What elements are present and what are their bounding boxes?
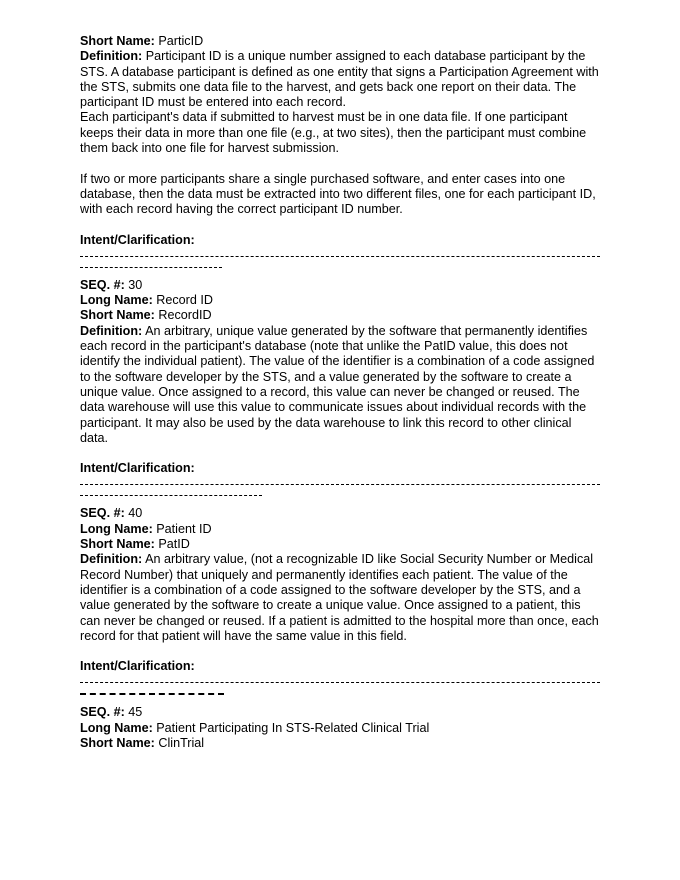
definition-paragraph-2: Each participant's data if submitted to harvest must be in one data file. If one participant keeps their data in more than one file (e.g., at two sites), then the participant must combine them back into one file for harvest submission.: [80, 110, 587, 156]
field-block-clintrial: [80, 705, 600, 751]
long-name-label: Long Name:: [80, 521, 153, 536]
document-page: [80, 34, 600, 751]
short-name-label: Short Name:: [80, 735, 155, 750]
dashed-separator-tail: [80, 693, 224, 695]
short-name-value: RecordID: [158, 308, 212, 323]
definition-row: [80, 324, 600, 446]
short-name-label: Short Name:: [80, 308, 155, 323]
seq-row: [80, 278, 600, 293]
definition-row: [80, 552, 600, 644]
field-block-particid: [80, 34, 600, 268]
definition-label: Definition:: [80, 323, 143, 338]
short-name-value: ParticID: [158, 34, 204, 48]
long-name-label: Long Name:: [80, 720, 153, 735]
short-name-row: [80, 736, 600, 751]
definition-label: Definition:: [80, 49, 143, 64]
long-name-row: [80, 721, 600, 736]
seq-label: SEQ. #:: [80, 277, 125, 292]
definition-text: An arbitrary, unique value generated by the software that permanently identifies each record in the participant's database (note that unlike the PatID value, this does not identify the individual patient). The value of the identifier is a combination of a code assigned to the software developer by the STS, and a value generated by the software to create a unique value. Once assigned to a record, this value can never be changed or reused. The data warehouse will use this value to communicate issues about individual records with the participant. It may also be used by the data warehouse to link this record to other clinical data.: [80, 323, 595, 445]
seq-value: 30: [128, 277, 143, 292]
short-name-row: [80, 537, 600, 552]
dashed-separator-tail: [80, 495, 262, 496]
seq-label: SEQ. #:: [80, 705, 125, 720]
long-name-row: [80, 293, 600, 308]
definition-text: Participant ID is a unique number assigned to each database participant by the STS. A database participant is defined as one entity that signs a Participation Agreement with the STS, submits one data file to the harvest, and gets back one report on their data. The participant ID must be entered into each record.: [80, 49, 599, 110]
seq-row: [80, 506, 600, 521]
intent-clarification-label: Intent/Clarification:: [80, 659, 195, 674]
short-name-label: Short Name:: [80, 34, 155, 48]
short-name-row: [80, 34, 600, 49]
long-name-value: Patient ID: [156, 521, 212, 536]
long-name-row: [80, 522, 600, 537]
dashed-separator-tail: [80, 267, 222, 268]
field-block-recordid: [80, 278, 600, 497]
dashed-separator: [80, 256, 600, 261]
seq-row: [80, 705, 600, 720]
dashed-separator: [80, 484, 600, 489]
definition-text: An arbitrary value, (not a recognizable ID like Social Security Number or Medical Record Number) that uniquely and permanently identifies each patient. The value of the identifier is a combination of a code assigned to the software developer by the STS, and a value generated by the software to create a unique value. Once assigned to a patient, this can never be changed or reused. If a patient is admitted to the hospital more than once, each record for that patient will have the same value in this field.: [80, 552, 599, 643]
field-block-patid: [80, 506, 600, 695]
short-name-label: Short Name:: [80, 537, 155, 552]
seq-value: 45: [128, 705, 143, 720]
seq-value: 40: [128, 506, 143, 521]
definition-paragraph-3: If two or more participants share a single purchased software, and enter cases into one database, then the data must be extracted into two different files, one for each participant ID, with each record having the correct participant ID number.: [80, 171, 596, 217]
short-name-value: ClinTrial: [158, 735, 205, 750]
short-name-row: [80, 308, 600, 323]
intent-clarification-label: Intent/Clarification:: [80, 461, 195, 476]
long-name-value: Record ID: [156, 293, 213, 308]
long-name-label: Long Name:: [80, 293, 153, 308]
short-name-value: PatID: [158, 537, 190, 552]
seq-label: SEQ. #:: [80, 506, 125, 521]
intent-clarification-label: Intent/Clarification:: [80, 232, 195, 247]
definition-label: Definition:: [80, 552, 143, 567]
long-name-value: Patient Participating In STS-Related Clinical Trial: [156, 720, 430, 735]
dashed-separator: [80, 682, 600, 687]
definition-row: [80, 49, 600, 110]
